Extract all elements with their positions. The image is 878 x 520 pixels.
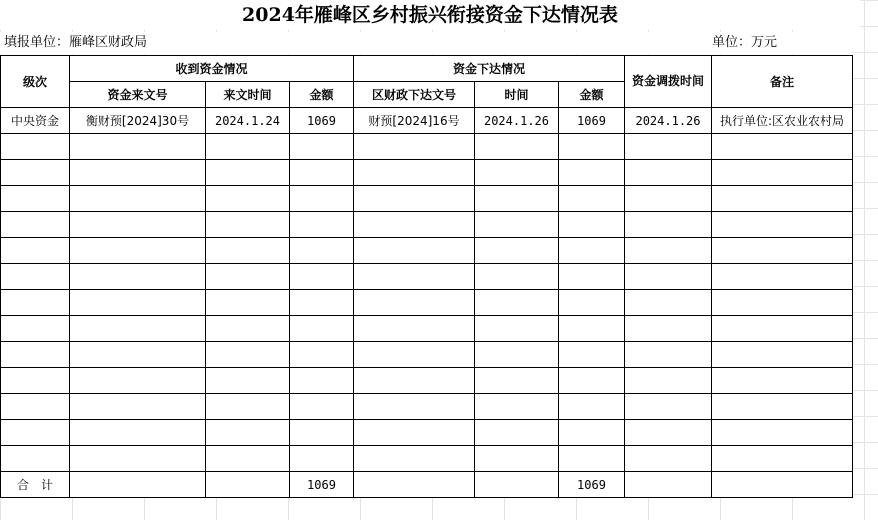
empty-cell — [290, 264, 354, 290]
empty-cell — [1, 394, 70, 420]
cell-issued-doc: 财预[2024]16号 — [354, 108, 475, 134]
empty-cell — [712, 446, 853, 472]
empty-cell — [70, 160, 206, 186]
empty-row — [1, 160, 853, 186]
empty-cell — [1, 316, 70, 342]
header-received-time: 来文时间 — [206, 82, 290, 108]
empty-cell — [290, 212, 354, 238]
empty-cell — [712, 238, 853, 264]
cell-received-amount: 1069 — [290, 108, 354, 134]
header-issued-time: 时间 — [475, 82, 559, 108]
header-received-amount: 金额 — [290, 82, 354, 108]
empty-cell — [290, 290, 354, 316]
empty-row — [1, 212, 853, 238]
empty-cell — [354, 420, 475, 446]
empty-cell — [290, 342, 354, 368]
cell-issued-time: 2024.1.26 — [475, 108, 559, 134]
empty-cell — [625, 420, 712, 446]
empty-cell — [354, 186, 475, 212]
total-row — [1, 472, 853, 498]
header-row-1 — [1, 56, 853, 82]
empty-cell — [70, 186, 206, 212]
empty-row — [1, 446, 853, 472]
empty-cell — [1, 446, 70, 472]
empty-cell — [206, 446, 290, 472]
total-issued-amount: 1069 — [559, 472, 625, 498]
total-label: 合 计 — [1, 472, 70, 498]
empty-cell — [354, 316, 475, 342]
empty-cell — [625, 238, 712, 264]
header-received-doc: 资金来文号 — [70, 82, 206, 108]
empty-cell — [70, 394, 206, 420]
empty-row — [1, 342, 853, 368]
empty-cell — [354, 394, 475, 420]
empty-row — [1, 368, 853, 394]
empty-cell — [625, 342, 712, 368]
empty-cell — [290, 238, 354, 264]
empty-row — [1, 420, 853, 446]
empty-cell — [354, 446, 475, 472]
empty-cell — [1, 368, 70, 394]
header-remark: 备注 — [712, 56, 853, 108]
report-title: 2024年雁峰区乡村振兴衔接资金下达情况表 — [0, 0, 860, 30]
empty-row — [1, 186, 853, 212]
empty-cell — [354, 160, 475, 186]
header-issued-amount: 金额 — [559, 82, 625, 108]
empty-cell — [1, 238, 70, 264]
empty-cell — [712, 420, 853, 446]
empty-row — [1, 238, 853, 264]
cell-received-time: 2024.1.24 — [206, 108, 290, 134]
empty-cell — [206, 212, 290, 238]
total-received-time — [206, 472, 290, 498]
empty-cell — [712, 316, 853, 342]
empty-cell — [290, 394, 354, 420]
empty-cell — [475, 264, 559, 290]
empty-cell — [290, 316, 354, 342]
empty-cell — [354, 368, 475, 394]
empty-cell — [625, 290, 712, 316]
empty-cell — [712, 290, 853, 316]
unit-row — [0, 32, 852, 54]
empty-cell — [206, 420, 290, 446]
header-level: 级次 — [1, 56, 70, 108]
empty-cell — [354, 134, 475, 160]
empty-cell — [559, 212, 625, 238]
empty-cell — [712, 160, 853, 186]
empty-cell — [625, 264, 712, 290]
header-transfer-time: 资金调拨时间 — [625, 56, 712, 108]
empty-cell — [475, 342, 559, 368]
empty-cell — [1, 134, 70, 160]
empty-cell — [712, 342, 853, 368]
empty-cell — [206, 160, 290, 186]
empty-cell — [475, 134, 559, 160]
empty-cell — [70, 212, 206, 238]
empty-cell — [206, 134, 290, 160]
empty-cell — [1, 342, 70, 368]
empty-cell — [354, 342, 475, 368]
empty-cell — [559, 264, 625, 290]
empty-cell — [70, 316, 206, 342]
empty-cell — [354, 264, 475, 290]
empty-cell — [290, 186, 354, 212]
funds-table — [0, 55, 853, 498]
empty-cell — [354, 290, 475, 316]
header-issued-group: 资金下达情况 — [354, 56, 625, 82]
cell-issued-amount: 1069 — [559, 108, 625, 134]
empty-cell — [354, 238, 475, 264]
empty-cell — [625, 212, 712, 238]
empty-cell — [1, 264, 70, 290]
empty-row — [1, 264, 853, 290]
empty-cell — [290, 420, 354, 446]
empty-cell — [290, 134, 354, 160]
empty-cell — [206, 290, 290, 316]
empty-cell — [70, 290, 206, 316]
empty-cell — [206, 186, 290, 212]
total-issued-doc — [354, 472, 475, 498]
empty-cell — [712, 212, 853, 238]
empty-cell — [206, 368, 290, 394]
empty-cell — [712, 134, 853, 160]
empty-cell — [70, 264, 206, 290]
empty-cell — [475, 160, 559, 186]
empty-cell — [625, 316, 712, 342]
total-issued-time — [475, 472, 559, 498]
empty-cell — [559, 290, 625, 316]
empty-cell — [1, 290, 70, 316]
empty-cell — [625, 134, 712, 160]
empty-cell — [290, 446, 354, 472]
total-remark — [712, 472, 853, 498]
empty-cell — [625, 394, 712, 420]
empty-cell — [712, 368, 853, 394]
cell-level: 中央资金 — [1, 108, 70, 134]
total-received-amount: 1069 — [290, 472, 354, 498]
empty-cell — [290, 160, 354, 186]
currency-unit: 单位：万元 — [712, 35, 778, 50]
empty-cell — [559, 342, 625, 368]
empty-cell — [475, 420, 559, 446]
empty-cell — [475, 316, 559, 342]
empty-cell — [206, 394, 290, 420]
empty-row — [1, 290, 853, 316]
empty-row — [1, 134, 853, 160]
total-received-doc — [70, 472, 206, 498]
empty-cell — [206, 238, 290, 264]
empty-cell — [625, 368, 712, 394]
cell-remark: 执行单位:区农业农村局 — [712, 108, 853, 134]
empty-cell — [559, 420, 625, 446]
empty-cell — [559, 238, 625, 264]
empty-cell — [70, 368, 206, 394]
empty-cell — [559, 316, 625, 342]
reporting-unit: 填报单位：雁峰区财政局 — [4, 35, 148, 50]
empty-cell — [712, 264, 853, 290]
empty-cell — [475, 238, 559, 264]
empty-cell — [206, 264, 290, 290]
empty-cell — [475, 368, 559, 394]
total-transfer-time — [625, 472, 712, 498]
empty-cell — [475, 394, 559, 420]
empty-row — [1, 316, 853, 342]
empty-cell — [1, 160, 70, 186]
empty-cell — [712, 186, 853, 212]
empty-cell — [559, 160, 625, 186]
empty-cell — [70, 342, 206, 368]
empty-row — [1, 394, 853, 420]
empty-cell — [70, 420, 206, 446]
empty-cell — [475, 290, 559, 316]
empty-cell — [354, 212, 475, 238]
empty-cell — [1, 212, 70, 238]
empty-cell — [70, 446, 206, 472]
empty-cell — [625, 160, 712, 186]
empty-cell — [625, 186, 712, 212]
empty-cell — [475, 212, 559, 238]
empty-cell — [712, 394, 853, 420]
empty-cell — [559, 394, 625, 420]
empty-cell — [1, 186, 70, 212]
empty-cell — [475, 186, 559, 212]
empty-cell — [206, 342, 290, 368]
cell-transfer-time: 2024.1.26 — [625, 108, 712, 134]
empty-cell — [290, 368, 354, 394]
empty-cell — [70, 238, 206, 264]
header-issued-doc: 区财政下达文号 — [354, 82, 475, 108]
empty-cell — [559, 368, 625, 394]
empty-cell — [70, 134, 206, 160]
empty-cell — [559, 446, 625, 472]
empty-cell — [559, 134, 625, 160]
empty-cell — [206, 316, 290, 342]
empty-cell — [559, 186, 625, 212]
empty-cell — [475, 446, 559, 472]
cell-received-doc: 衡财预[2024]30号 — [70, 108, 206, 134]
empty-cell — [625, 446, 712, 472]
table-row — [1, 108, 853, 134]
header-received-group: 收到资金情况 — [70, 56, 354, 82]
empty-cell — [1, 420, 70, 446]
